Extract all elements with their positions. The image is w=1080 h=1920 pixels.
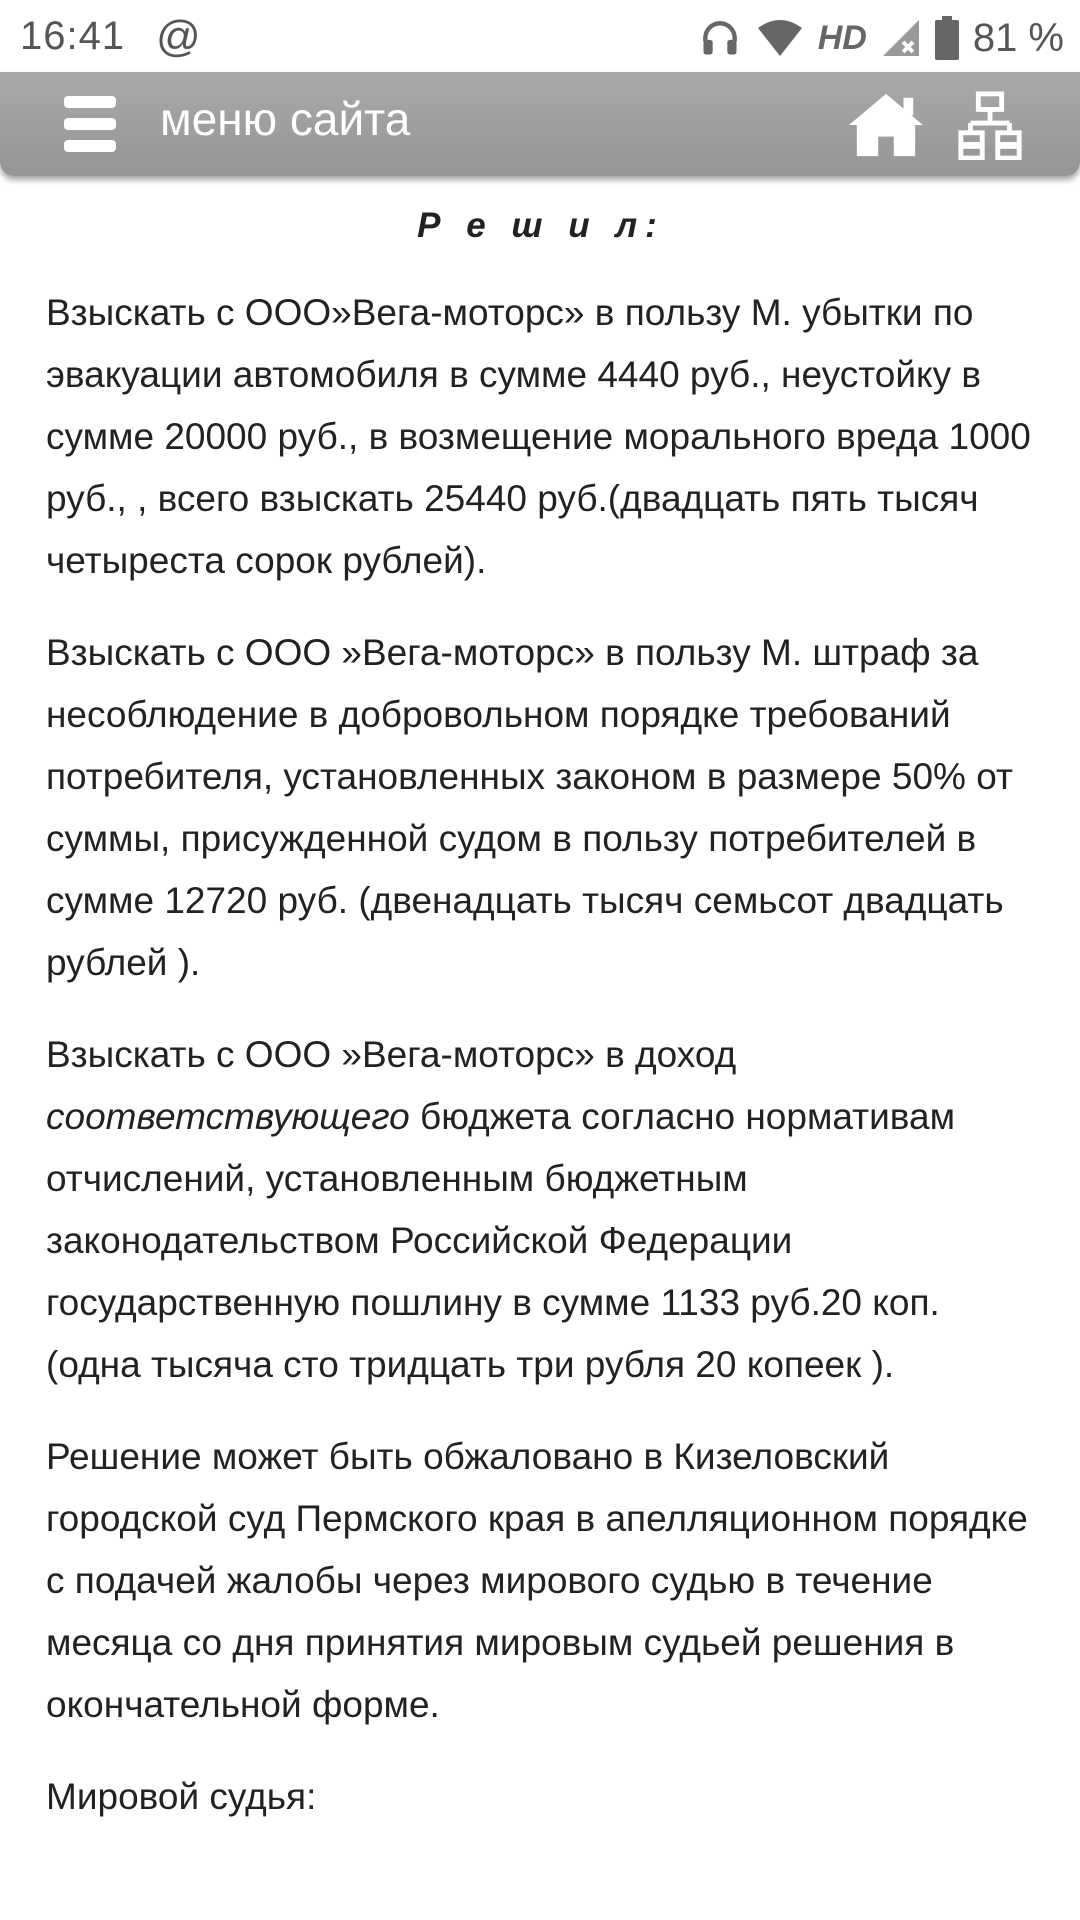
- menu-icon[interactable]: [64, 96, 116, 152]
- paragraph-3-italic: соответствующего: [46, 1096, 410, 1137]
- status-time: 16:41: [20, 14, 126, 58]
- battery-icon: [935, 16, 959, 60]
- headphones-icon: [698, 16, 742, 60]
- battery-percentage: 81 %: [972, 15, 1064, 60]
- document-content: [46, 198, 1036, 1858]
- network-type-label: HD: [817, 18, 867, 57]
- paragraph-2: Взыскать с ООО »Вега-моторс» в пользу М. штраф за несоблюдение в добровольном порядке требований потребителя, установленных законом в размере 50% от суммы, присужденной судом в пользу потребителей в сумме 12720 руб. (двенадцать тысяч семьсот двадцать рублей ).: [46, 632, 1013, 983]
- home-icon[interactable]: [840, 90, 932, 160]
- paragraph-4: Решение может быть обжаловано в Кизеловский городской суд Пермского края в апелляционном порядке с подачей жалобы через мирового судью в течение месяца со дня принятия мировым судьей решения в окончательной форме.: [46, 1436, 1028, 1725]
- at-notification-icon: @: [156, 12, 201, 61]
- status-icons: [698, 10, 1064, 66]
- wifi-icon: [756, 18, 804, 58]
- sitemap-icon[interactable]: [958, 90, 1022, 160]
- paragraph-1: Взыскать с ООО»Вега-моторс» в пользу М. убытки по эвакуации автомобиля в сумме 4440 руб., неустойку в сумме 20000 руб., в возмещение морального вреда 1000 руб., , всего взыскать 25440 руб.(двадцать пять тысяч четыреста сорок рублей).: [46, 292, 1031, 581]
- paragraph-3: [46, 1024, 1036, 1396]
- site-toolbar: [0, 72, 1080, 176]
- toolbar-title[interactable]: меню сайта: [160, 93, 411, 145]
- cell-signal-icon: [881, 18, 921, 58]
- paragraph-3-start: Взыскать с ООО »Вега-моторс» в доход: [46, 1034, 737, 1075]
- signature-line: Мировой судья:: [46, 1776, 317, 1817]
- paragraph-3-end: бюджета согласно нормативам отчислений, установленным бюджетным законодательством Российской Федерации государственную пошлину в сумме 1133 руб.20 коп. (одна тысяча сто тридцать три рубля 20 копеек ).: [46, 1096, 956, 1385]
- decision-heading: Р е ш и л:: [417, 206, 665, 245]
- status-bar: [0, 0, 1080, 72]
